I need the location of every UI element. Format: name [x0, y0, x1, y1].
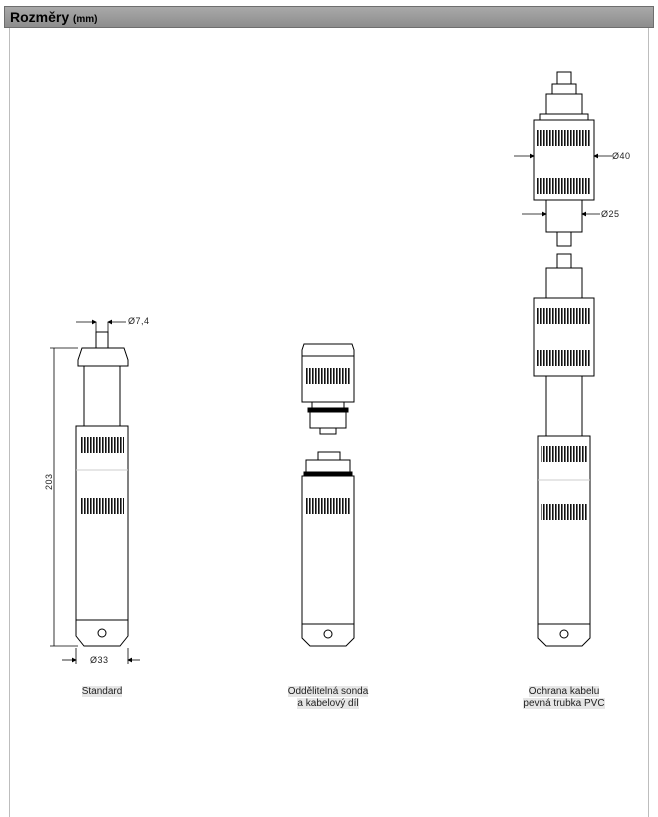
probe-pvc — [534, 72, 594, 646]
caption-pvc — [504, 686, 624, 710]
caption-line: a kabelový díl — [297, 698, 359, 709]
caption-line: Oddělitelná sonda — [287, 686, 369, 697]
dim-diameter-40: Ø40 — [612, 151, 631, 161]
title-text: Rozměry — [10, 9, 70, 25]
caption-line: Ochrana kabelu — [528, 686, 600, 697]
dim-body-diameter: Ø33 — [90, 655, 109, 665]
dim-height: 203 — [44, 473, 54, 490]
caption-line: pevná trubka PVC — [523, 698, 605, 709]
dim-top-diameter: Ø7,4 — [128, 316, 150, 326]
probe-detachable — [302, 344, 354, 646]
probe-standard — [76, 332, 128, 646]
caption-detachable — [268, 686, 388, 710]
caption-standard — [52, 686, 152, 698]
caption-line: Standard — [81, 686, 123, 697]
dim-diameter-25: Ø25 — [601, 209, 620, 219]
title-unit: (mm) — [73, 14, 98, 25]
